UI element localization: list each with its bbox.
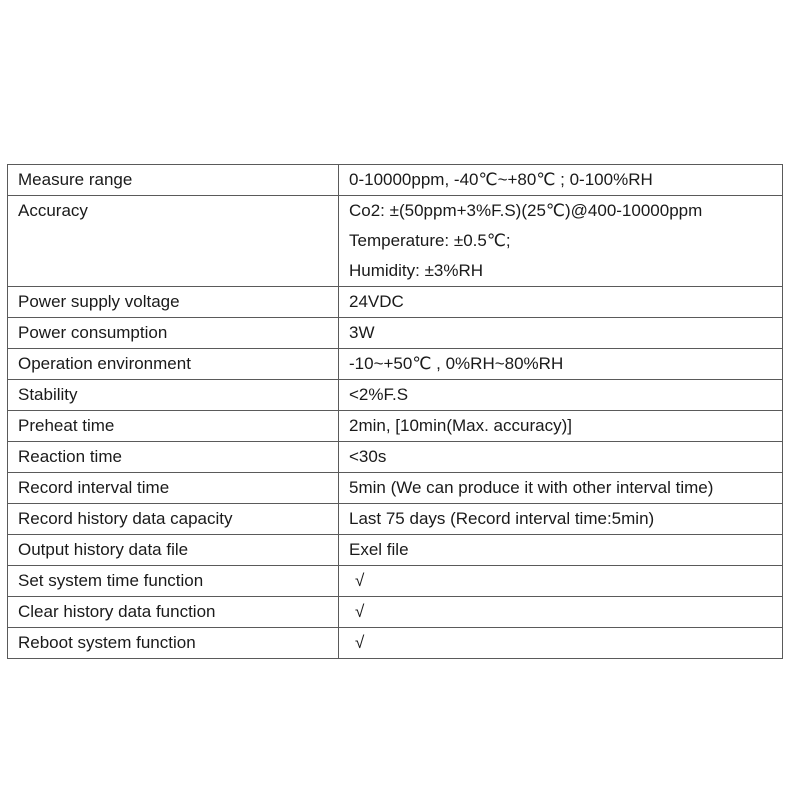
spec-value: -10~+50℃ , 0%RH~80%RH [349,354,564,373]
table-row [8,535,783,566]
spec-label-set-system-time-function: Set system time function [8,566,339,597]
spec-label-reboot-system-function: Reboot system function [8,628,339,659]
spec-value-cell [339,287,783,318]
spec-value-cell [339,535,783,566]
table-row [8,411,783,442]
spec-value-cell [339,442,783,473]
table-row [8,504,783,535]
spec-value-cell [339,628,783,659]
table-row [8,597,783,628]
spec-value-cell [339,566,783,597]
table-row [8,380,783,411]
spec-value-cell [339,349,783,380]
spec-value: Last 75 days (Record interval time:5min) [349,509,655,528]
spec-label-measure-range: Measure range [8,165,339,196]
spec-label-power-consumption: Power consumption [8,318,339,349]
spec-label-record-interval-time: Record interval time [8,473,339,504]
checkmark-icon: √ [355,633,365,652]
spec-label-operation-environment: Operation environment [8,349,339,380]
spec-value-cell [339,165,783,196]
table-row [8,196,783,287]
spec-label-record-history-data-capacity: Record history data capacity [8,504,339,535]
spec-value-cell [339,318,783,349]
spec-label-clear-history-data-function: Clear history data function [8,597,339,628]
table-row [8,349,783,380]
spec-value-cell [339,504,783,535]
spec-value-cell [339,380,783,411]
table-row [8,165,783,196]
spec-label-output-history-data-file: Output history data file [8,535,339,566]
spec-value: 24VDC [349,292,404,311]
spec-value: <30s [349,447,387,466]
spec-value: Exel file [349,540,409,559]
spec-value-co2: Co2: ±(50ppm+3%F.S)(25℃)@400-10000ppm [349,201,703,220]
table-row [8,566,783,597]
checkmark-icon: √ [355,602,365,621]
table-row [8,628,783,659]
spec-value-cell [339,473,783,504]
spec-label-reaction-time: Reaction time [8,442,339,473]
table-row [8,287,783,318]
spec-value-cell [339,597,783,628]
spec-value: 0-10000ppm, -40℃~+80℃ ; 0-100%RH [349,170,653,189]
spec-label-stability: Stability [8,380,339,411]
spec-label-preheat-time: Preheat time [8,411,339,442]
spec-value: <2%F.S [349,385,409,404]
spec-value: 2min, [10min(Max. accuracy)] [349,416,572,435]
table-row [8,318,783,349]
spec-label-accuracy: Accuracy [8,196,339,287]
spec-value-temperature: Temperature: ±0.5℃; [349,231,511,250]
checkmark-icon: √ [355,571,365,590]
spec-table [7,164,783,659]
spec-value: 5min (We can produce it with other interval time) [349,478,714,497]
spec-value: 3W [349,323,375,342]
spec-label-power-supply-voltage: Power supply voltage [8,287,339,318]
spec-value-humidity: Humidity: ±3%RH [349,261,484,280]
table-row [8,473,783,504]
spec-value-cell [339,196,783,287]
spec-value-cell [339,411,783,442]
table-row [8,442,783,473]
